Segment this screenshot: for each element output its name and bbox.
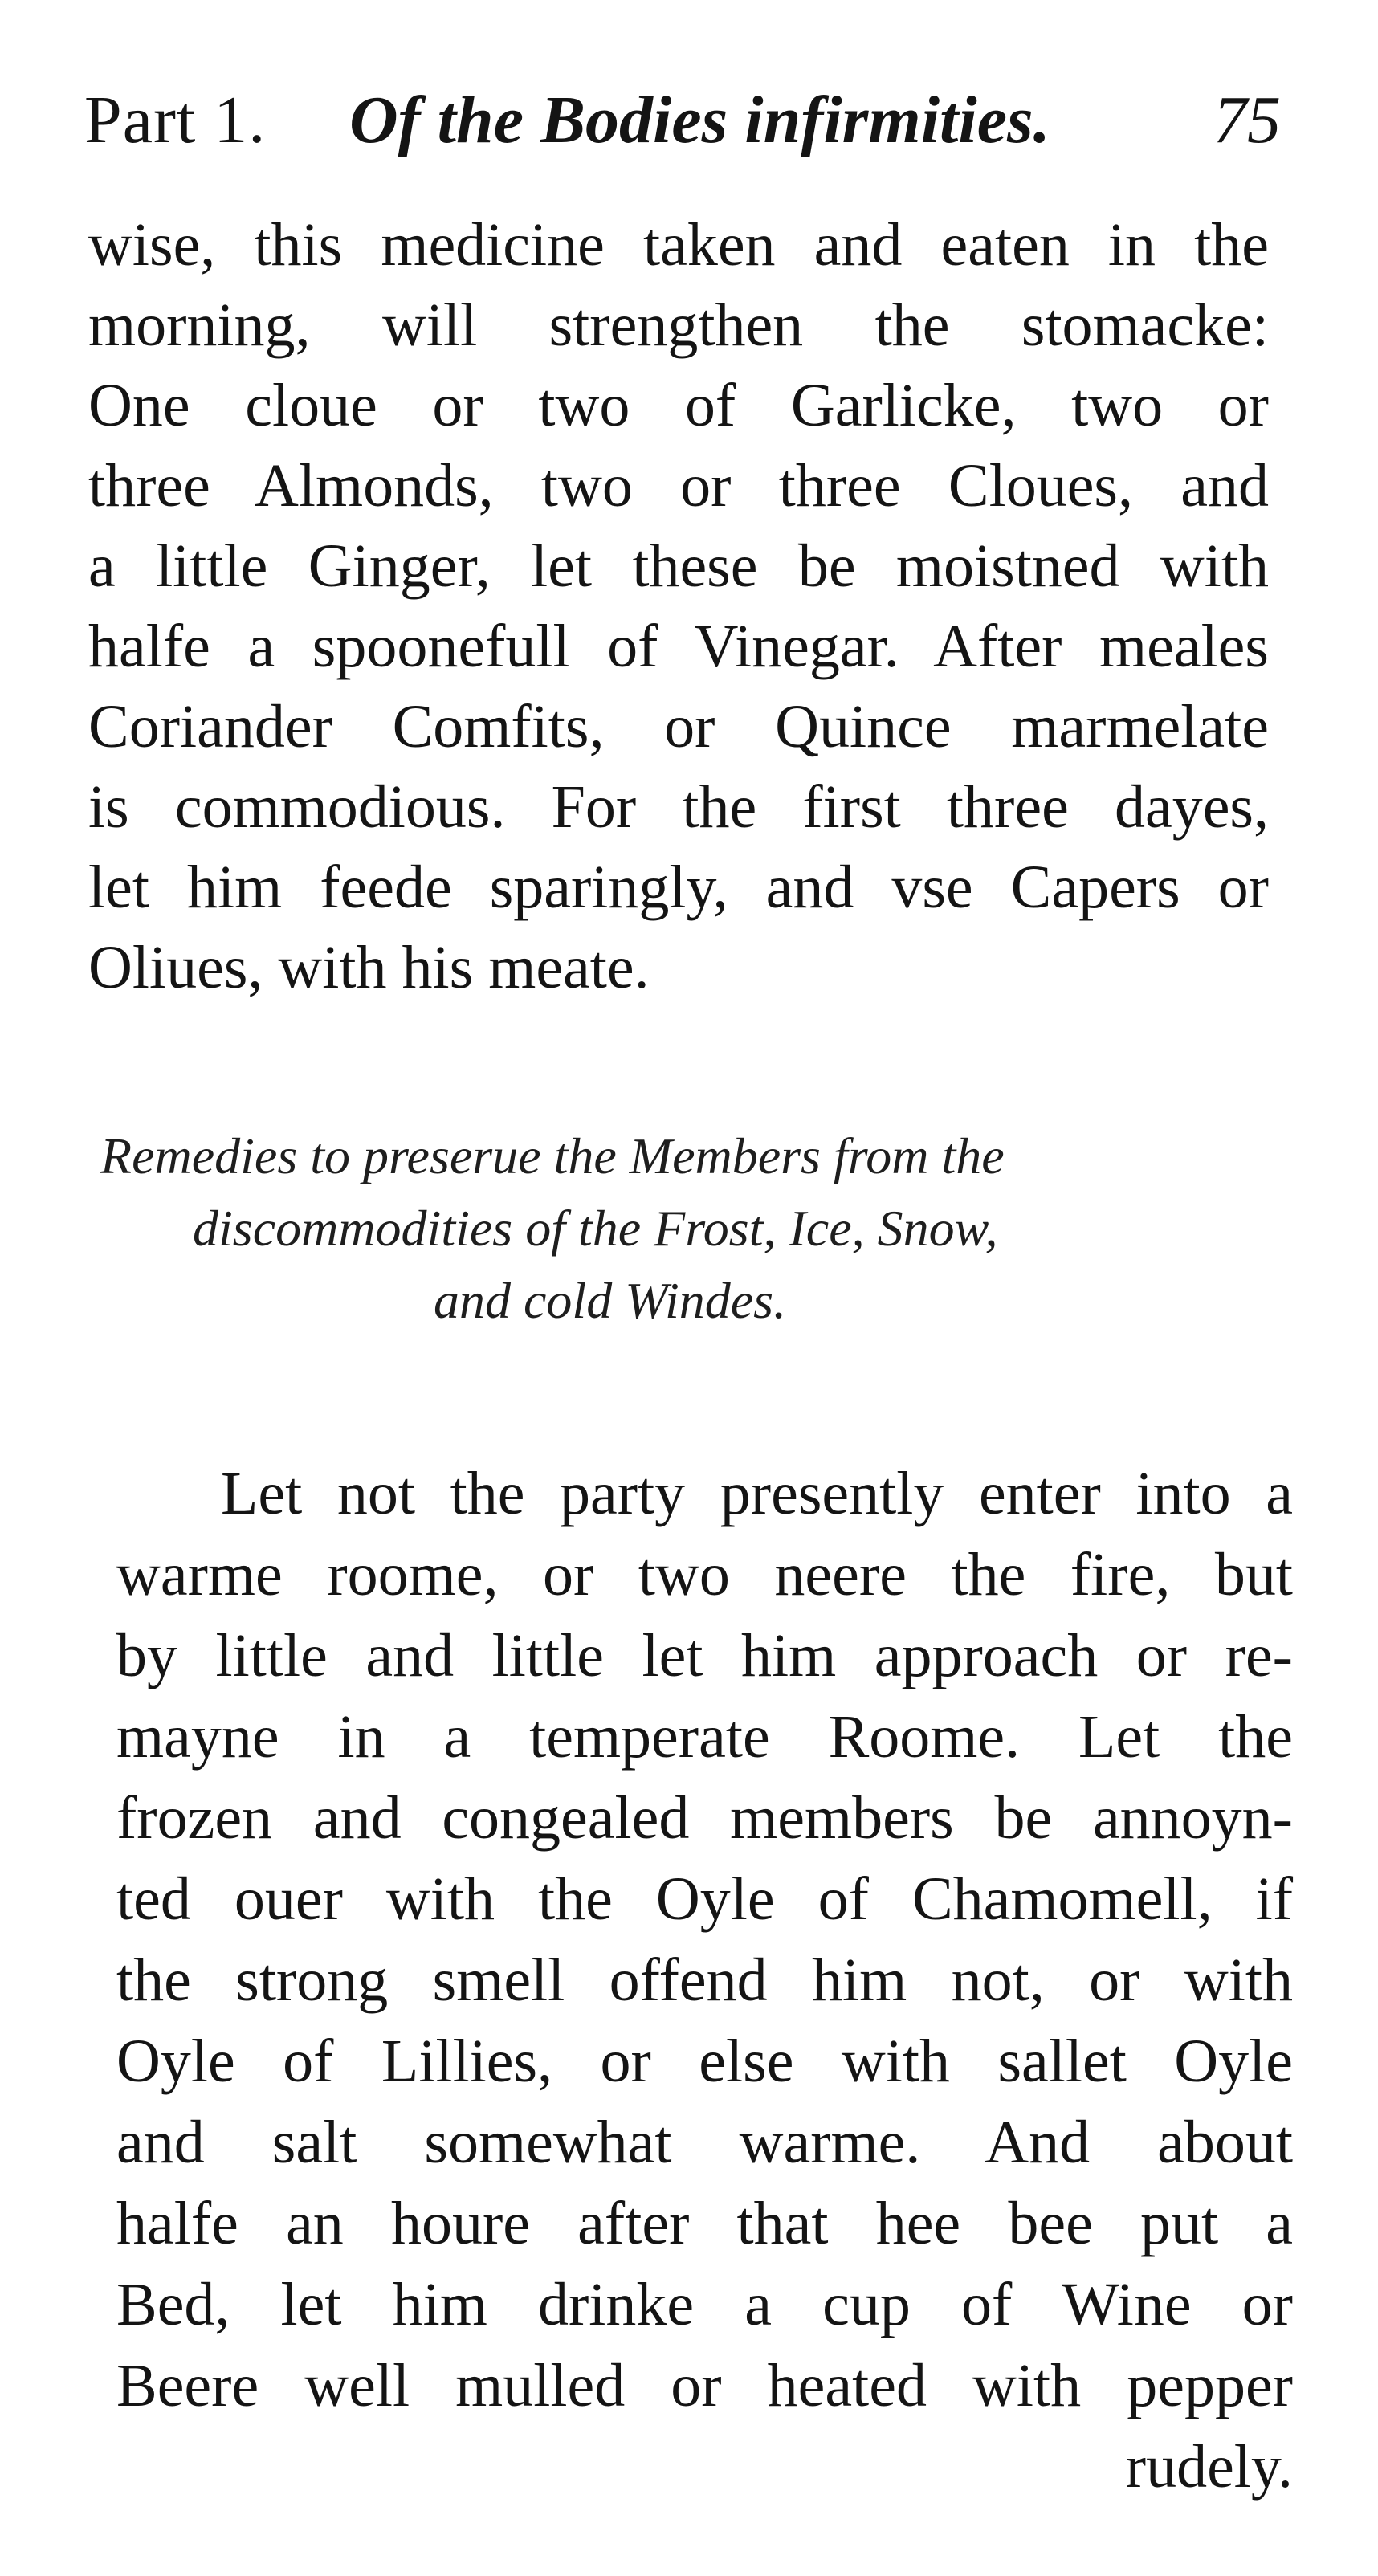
text-line: a little Ginger, let these be moistned with (88, 532, 1269, 600)
text-line: is commodious. For the first three dayes, (88, 773, 1269, 841)
text-line: Bed, let him drinke a cup of Wine or (116, 2271, 1293, 2338)
text-line: Coriander Comfits, or Quince marmelate (88, 693, 1269, 760)
text-line: morning, will strengthen the stomacke: (88, 291, 1269, 359)
text-line: three Almonds, two or three Cloues, and (88, 452, 1269, 520)
paragraph-continued (88, 205, 1269, 1008)
heading-line: discommodities of the Frost, Ice, Snow, (193, 1200, 998, 1257)
text-line: Let not the party presently enter into a (221, 1460, 1293, 1527)
text-line: by little and little let him approach or re- (116, 1622, 1293, 1689)
text-line: halfe a spoonefull of Vinegar. After meales (88, 613, 1269, 680)
text-line: frozen and congealed members be annoyn- (116, 1784, 1293, 1852)
text-line: halfe an houre after that hee bee put a (116, 2190, 1293, 2257)
paragraph-remedies (116, 1453, 1293, 2508)
heading-line: Remedies to preserue the Members from the (100, 1127, 1005, 1184)
running-head (84, 76, 1281, 165)
text-line: let him feede sparingly, and vse Capers or (88, 854, 1269, 921)
text-line: and salt somewhat warme. And about (116, 2109, 1293, 2176)
text-line: Oliues, with his meate. (88, 934, 650, 1001)
page-number: 75 (1213, 83, 1281, 157)
section-heading (100, 1120, 1289, 1337)
text-line: Oyle of Lillies, or else with sallet Oyle (116, 2028, 1293, 2095)
part-number: Part 1. (84, 83, 267, 157)
text-line: wise, this medicine taken and eaten in the (88, 211, 1269, 279)
text-line: warme roome, or two neere the fire, but (116, 1541, 1293, 1608)
text-line: the strong smell offend him not, or with (116, 1946, 1293, 2014)
text-line: Beere well mulled or heated with pepper (116, 2352, 1293, 2419)
text-line: ted ouer with the Oyle of Chamomell, if (116, 1865, 1293, 1933)
text-line: mayne in a temperate Roome. Let the (116, 1703, 1293, 1771)
running-title: Of the Bodies infirmities. (349, 83, 1050, 157)
text-line: One cloue or two of Garlicke, two or (88, 372, 1269, 439)
heading-line: and cold Windes. (434, 1272, 787, 1329)
catchword: rudely. (1125, 2433, 1293, 2501)
